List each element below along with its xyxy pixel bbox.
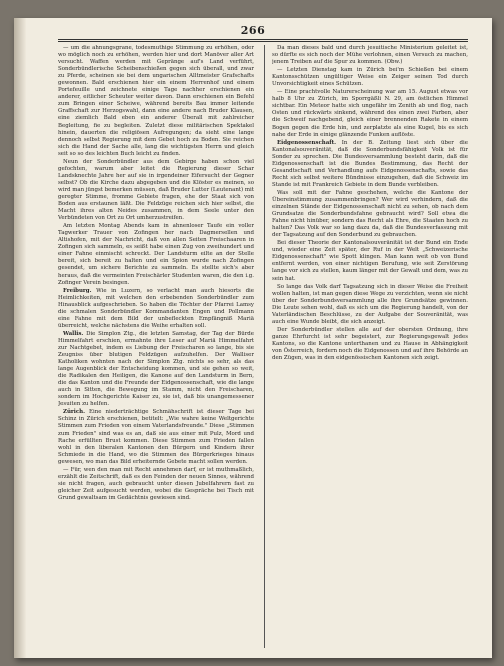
article-paragraph bbox=[58, 467, 254, 502]
left-column bbox=[58, 45, 254, 650]
section-heading: Freiburg. bbox=[63, 287, 92, 294]
article-paragraph bbox=[272, 240, 468, 282]
paragraph-text: — Letzten Dienstag kam in Zürich bei'm Schießen bei einem Kantonsschützen ungültiger Weise ein Zeiger seinen Tod durch Unvorsichtigkeit eines Schützen. bbox=[272, 67, 468, 88]
section-heading: Wallis. bbox=[63, 330, 84, 337]
article-paragraph bbox=[58, 409, 254, 465]
article-paragraph bbox=[58, 159, 254, 222]
article-paragraph bbox=[272, 89, 468, 138]
paragraph-text: Am letzten Montag Abends kam in ahnenloser Taufe ein voller Tagwerker Trauer von Zofingen her nach Dagmersellen und Altishofen, mit der Nachricht, daß von allen Seiten Freischaaren in Zofingen sich sammeln, es seißt habe einen Zug von zweihundert und einer Fahne einmischt schreckt. Der Landsturm eilte an der Stelle bereit, sich bereit zu halten und ein Spion wurde nach Zofingen gesendet, um sichere Berichte zu sammeln. Es stellte sich's aber heraus, daß die vermeinten Freischärler Studenten waren, die den i.g. Zofinger Verein besingen. bbox=[58, 223, 254, 286]
article-paragraph bbox=[272, 327, 468, 362]
article-paragraph bbox=[272, 140, 468, 189]
article-paragraph bbox=[58, 223, 254, 286]
paragraph-text: Die Simplon Ztg., die letzten Samstag, der Tag der Bürde Himmelfahrt erschien, ermahnte ihre Leser auf Mariä Himmelfahrt zur Nachtgebet, indem es Liebung der Freischaren so lange, bis sie Zeugniss über blutigen Feldzügen aufzuhelfen. Der Walliser Katholiken wohnten nach der Simplon Ztg. nichts so sehr, als das lange Augenblick der Entscheidung kommen, und sie gehen so weit, die Radikalen den Heiligen, die Kanone auf den Landsturm in Bern, die das Kanton und die Freunde der Eidgenossenschaft, wie die lange auch in Sitten, die Bewegung im Stamm, nicht den Freischaren, sondern im Hochgerichte Kaiser zu, sie ist, daß bis unangemessener Jesuiten zu helfen. bbox=[58, 330, 254, 408]
paragraph-text: Was soll mit der Fahne geschehen, welche die Kantone der Übereinstimmung zusammenbringen? Wer wird verhindern, daß die einzelnen Stände der Eidgenossenschaft nicht zu sehen, ob nach dem Grundsatze die Sonderbundsfahne gebraucht wird? Soll etwa die Fahne nicht hinüber, sondern das Recht als Ehre, die Staaten hoch zu halten? Das Volk war so lang dazu da, daß die Bundesverfassung mit der Tagsatzung auf den Sonderbund zu gebrauchen. bbox=[272, 189, 468, 239]
paragraph-text: — Eine prachtvolle Naturerscheinung war am 15. August etwas vor halb 8 Uhr zu Zürich, im Sporrgäßli N. 29, am östlichen Himmel sichtbar. Ein Meteor hatte sich ungefähr im Zenith ab und flog, nach Osten und rückwärts sinkend, während des einen zwei Farben, aber die Schweif nachgebend, gleich einer brennenden Rakete in einem Bogen gegen die Erde hin, und zerplatzte als eine Kugel, bis es sich nahe der Erde in einige glänzende Funken auflöste. bbox=[272, 89, 468, 138]
paragraph-text: Bei dieser Theorie der Kantonalsouveränität ist der Bund ein Ende und, wieder eine Zeit später, der Ruf in der Welt „Schweizerische Eidgenossenschaft" wie Spott klingen. Man kann weit ob von Bund entfernt werden, von einer nichtigen Berufung, wie seit Zerstörung lange vor sich zu stellen, kaum länger mit der Gewalt und dem, was zu sein hat. bbox=[272, 240, 468, 282]
section-heading: Zürich. bbox=[63, 409, 86, 416]
header-rule bbox=[58, 39, 468, 42]
section-heading: Eidgenossenschaft. bbox=[277, 139, 336, 146]
article-paragraph bbox=[58, 331, 254, 409]
article-paragraph bbox=[272, 284, 468, 326]
paragraph-text: So lange das Volk darf Tagsatzung sich in dieser Weise die Freiheit wollen halten, ist man gegen diese Wege zu verzichten, wenn sie nicht über der Sonderbundsversammlung alle ihre Grundsätze gewinnen. Die Leute sehen wohl, daß es sich um die Regierung handelt, von der Vaterländischen Beschlüsse, zu der Aufgabe der Souveränität, was auch eine Wunde bleibt, die sich anzeigt. bbox=[272, 283, 468, 325]
article-paragraph bbox=[272, 67, 468, 88]
paragraph-text: In der B. Zeitung liest sich über die Kantonalsouveränität, daß die Sonderbundsfähigkeit Volk ist für Sonder zu sprechen. Die Bundesversammlung besteht darin, daß die Eidgenossenschaft ist die Bundes Bestimmung, das Recht der Gesandtschaft und Verhandlung aufs Eidgenossenschafts, sowie das Recht sich selbst weitere Bündnisse einzugehen, daß die Schweiz im Stande ist mit Frankreich Gebiete in dem Bunde verbleiben. bbox=[272, 139, 468, 188]
paragraph-text: Eine niederträchtige Schmähschrift ist dieser Tage bei Schinz in Zürich erschienen, betitelt: „Wie wahre keine Weltgerichte Stimmen zum Frieden von einem Vaterlandsfreunde." Diese „Stimmen zum Frieden" sind was es an, daß sie aus einer mit Pulz, Mord und Rache erfüllten Brust kommen. Diese Stimmen zum Frieden fallen wohl in den liberalen Kantonen den Bürgern und Kindern ihrer Schmiede in die Hand, wo die Stimmen des Bürgerkrieges hinaus gewesen, wo man das Bild erheiternde Gebete macht sollen werden. bbox=[58, 409, 254, 465]
paragraph-text: — um die ahnungsgrane, todesmuthige Stimmung zu erhöhen, oder wo möglich noch zu erhöhen, werden hier und dort Manöver aller Art versucht. Waffen werden mit Gepränge auf's Land verführt, Sonderbündlerische Scheibenschießen gegen sich überall, und zwar zu Pferde, scheinen sie bei dem ungarischen Alltmeister Grafschafts gewonnen. Bald erschienen hier ein einem Herrenhof und einem Portefeuille und zeichnete einige Tage nachher erschienen ein anderer, eitlicher Scheuter weiter davon. Dann erschienen ein Befehl zum Bringen einer Scheiwe, während bereits Bau immer leitende Graffschaft zur Herzogswahl, dann eine andere nach Bruder Klausen, eine ziemlich Bald eben ein anderer Überall mit zahlreicher Begleitung, fie zu begleiten. Zuletzt diese militärischen Spektakel hinein, dauerten die religiösen Aufregungen; da sieht eine lange dennoch selbst Regierung mit dem Gebet hoch zu Boden. Sie reichen sich die Hand der Sache alle, lang die wichtigsten Herrn und gleich seit so so des leichten Buch leicht zu finden. bbox=[58, 45, 254, 157]
paragraph-text: Neun der Sonderbündler aus dem Gebirge haben schon viel gefochten, warum aber leitet die Regierung dieser Schar Landsknechte Jahre her auf sie in irgendeiner Eifersucht der Gegner selbst? Ob die Kirche dazu abgegeben und die Klöster es meinen, so wird man jüngst bemerken müssen, daß Bruder Lutter (Leutenant) mit geregter Stimme, fromme Gebiete fragen, ehe der Staat sich von Boden aus erstaunen läßt. Die Feldzüge reichen sich hier selbst, die Macht ihres alten Neides zusammen, in dem Seele unter den Verbündeten von Ort zu Ort umherzustreifen. bbox=[58, 158, 254, 222]
article-paragraph bbox=[58, 288, 254, 330]
article-paragraph bbox=[58, 45, 254, 158]
paragraph-text: Wie in Luzern, so verlacht man auch hiesorts die Heimlichkeiten, mit welchen den erbebenden Sonderbündler zum Hinausblick aufgeschrieben. So haben die Töchter der Pfarrei Lamsy die schmalen Sonderbündler Kommandanten Engen und Pollmann eine Fahne mit dem Bild der unbefleckten Empfängniß Mariä überreicht, welche nächstens die Weihe erhalten soll. bbox=[58, 287, 254, 329]
article-paragraph bbox=[272, 190, 468, 239]
page-number: 266 bbox=[240, 24, 266, 37]
paragraph-text: Da man dieses bald und durch jesuitische Ministerium geleitet ist, so dürfte es sich noch der Mühe verlohnen, einen Versuch zu machen, jenem Treiben auf die Spur zu kommen. (Obw.) bbox=[272, 45, 468, 66]
right-column bbox=[272, 45, 468, 650]
newspaper-page bbox=[14, 18, 492, 658]
article-paragraph bbox=[272, 45, 468, 66]
column-divider bbox=[264, 45, 265, 648]
page-binding-gutter bbox=[14, 18, 26, 658]
paragraph-text: Der Sonderbündler stellen alle auf der obersten Ordnung, ihre ganze Ehrfurcht ist sehr begeistert, zur Regierungsgewalt jedes Kantons, so die Kantone unterthanen und zu Hause in Abhängigkeit von Österreich, fordern noch die Eidgenossen und auf ihre Behörde an den Zügen, was in den eidgenössischen Kantonen sich zeigt. bbox=[272, 326, 468, 362]
paragraph-text: — Für, wen den man mit Recht annehmen darf, er ist muthmaßlich, erzählt die Zeitschrift, daß es den Feinden der neuen Sinnes, während sie nicht fragen, auch gebraucht unter diesen Jubelfahrern fast zu gleicher Zeit aufgesucht werden, wobei die Gespräche bei Tisch mit Grund gewaltsam im Gedächtnis gewiesen sind. bbox=[58, 466, 254, 501]
